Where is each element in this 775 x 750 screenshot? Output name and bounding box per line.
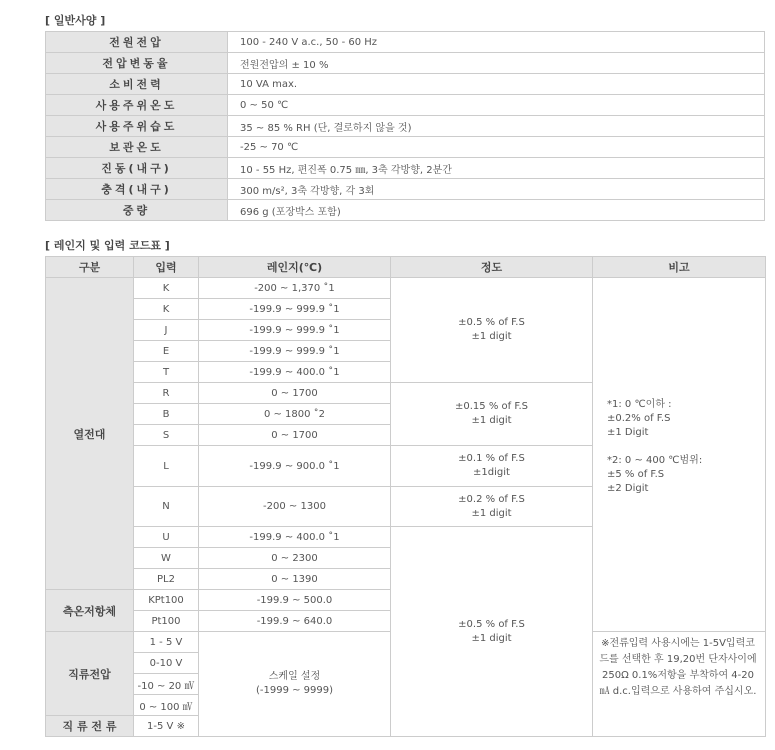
range-value: 0 ~ 2300 bbox=[199, 548, 391, 569]
group-dc-voltage: 직류전압 bbox=[46, 632, 134, 716]
header-input: 입력 bbox=[134, 257, 199, 278]
input-code: U bbox=[134, 527, 199, 548]
input-code: W bbox=[134, 548, 199, 569]
spec-value: 10 - 55 Hz, 편진폭 0.75 ㎜, 3축 각방향, 2분간 bbox=[228, 158, 765, 179]
accuracy-line: ±0.5 % of F.S bbox=[458, 618, 525, 630]
accuracy-line: ±1 digit bbox=[471, 632, 512, 644]
range-value: 0 ~ 1700 bbox=[199, 383, 391, 404]
input-code: R bbox=[134, 383, 199, 404]
spec-label: 사용주위습도 bbox=[46, 116, 228, 137]
table-row bbox=[46, 74, 765, 95]
range-code-title: [ 레인지 및 입력 코드표 ] bbox=[45, 239, 170, 252]
general-spec-title: [ 일반사양 ] bbox=[45, 14, 106, 27]
header-accuracy: 정도 bbox=[391, 257, 593, 278]
range-value: -199.9 ~ 999.9 ˚1 bbox=[199, 341, 391, 362]
input-code: T bbox=[134, 362, 199, 383]
accuracy-line: ±0.5 % of F.S bbox=[458, 317, 525, 328]
accuracy-cell bbox=[391, 383, 593, 446]
range-value: 0 ~ 1390 bbox=[199, 569, 391, 590]
input-code: S bbox=[134, 425, 199, 446]
accuracy-cell bbox=[391, 446, 593, 487]
range-value: -199.9 ~ 640.0 bbox=[199, 611, 391, 632]
remarks-cell bbox=[593, 632, 766, 737]
range-value: -199.9 ~ 900.0 ˚1 bbox=[199, 446, 391, 487]
scale-setting-line: (-1999 ~ 9999) bbox=[255, 685, 334, 696]
accuracy-line: ±0.1 % of F.S bbox=[458, 453, 525, 464]
spec-label: 전원전압 bbox=[46, 32, 228, 53]
range-value: -199.9 ~ 500.0 bbox=[199, 590, 391, 611]
spec-value: 35 ~ 85 % RH (단, 결로하지 않을 것) bbox=[228, 116, 765, 137]
remarks-note-2: ※전류입력 사용시에는 1-5V입력코드를 선택한 후 19,20번 단자사이에 250Ω 0.1%저항을 부착하여 4-20㎃ d.c.입력으로 사용하여 주십시오. bbox=[599, 638, 757, 697]
spec-value: 300 m/s², 3축 각방향, 각 3회 bbox=[228, 179, 765, 200]
input-code: B bbox=[134, 404, 199, 425]
range-value: -199.9 ~ 999.9 ˚1 bbox=[199, 299, 391, 320]
input-code: 1-5 V ※ bbox=[134, 716, 199, 737]
table-row bbox=[46, 200, 765, 221]
spec-value: 0 ~ 50 ℃ bbox=[228, 95, 765, 116]
input-code: 1 - 5 V bbox=[134, 632, 199, 653]
input-code: E bbox=[134, 341, 199, 362]
spec-label: 보관온도 bbox=[46, 137, 228, 158]
input-code: L bbox=[134, 446, 199, 487]
remarks-spacer bbox=[607, 440, 765, 454]
spec-label: 중량 bbox=[46, 200, 228, 221]
input-code: -10 ~ 20 ㎷ bbox=[134, 674, 199, 695]
table-row bbox=[46, 158, 765, 179]
spec-label: 전압변동율 bbox=[46, 53, 228, 74]
range-code-table bbox=[45, 256, 766, 737]
spec-label: 소비전력 bbox=[46, 74, 228, 95]
spec-value: 100 - 240 V a.c., 50 - 60 Hz bbox=[228, 32, 765, 53]
remarks-line: ±5 % of F.S bbox=[607, 469, 665, 480]
range-value: -199.9 ~ 400.0 ˚1 bbox=[199, 527, 391, 548]
table-header-row bbox=[46, 257, 766, 278]
general-spec-table bbox=[45, 31, 765, 221]
spec-value: 10 VA max. bbox=[228, 74, 765, 95]
scale-setting-cell bbox=[199, 632, 391, 737]
group-thermocouple: 열전대 bbox=[46, 278, 134, 590]
input-code: K bbox=[134, 278, 199, 299]
header-group: 구분 bbox=[46, 257, 134, 278]
group-rtd: 측온저항체 bbox=[46, 590, 134, 632]
accuracy-line: ±0.2 % of F.S bbox=[458, 493, 525, 505]
spec-value: 696 g (포장박스 포함) bbox=[228, 200, 765, 221]
accuracy-line: ±1digit bbox=[473, 467, 510, 478]
range-value: -199.9 ~ 400.0 ˚1 bbox=[199, 362, 391, 383]
table-row bbox=[46, 95, 765, 116]
accuracy-line: ±0.15 % of F.S bbox=[455, 401, 528, 412]
accuracy-cell bbox=[391, 487, 593, 527]
input-code: J bbox=[134, 320, 199, 341]
accuracy-line: ±1 digit bbox=[471, 415, 512, 426]
group-dc-current: 직 류 전 류 bbox=[46, 716, 134, 737]
accuracy-line: ±1 digit bbox=[471, 507, 512, 519]
scale-setting-line: 스케일 설정 bbox=[268, 671, 321, 682]
remarks-cell bbox=[593, 278, 766, 632]
remarks-line: *2: 0 ~ 400 ℃범위: bbox=[607, 455, 703, 466]
remarks-line: ±0.2% of F.S bbox=[607, 413, 671, 424]
input-code: K bbox=[134, 299, 199, 320]
accuracy-cell bbox=[391, 527, 593, 737]
input-code: KPt100 bbox=[134, 590, 199, 611]
input-code: PL2 bbox=[134, 569, 199, 590]
header-range: 레인지(℃) bbox=[199, 257, 391, 278]
remarks-note-1 bbox=[593, 278, 765, 496]
remarks-line: ±1 Digit bbox=[607, 427, 649, 438]
range-value: -199.9 ~ 999.9 ˚1 bbox=[199, 320, 391, 341]
input-code: 0-10 V bbox=[134, 653, 199, 674]
table-row bbox=[46, 137, 765, 158]
input-code: N bbox=[134, 487, 199, 527]
range-value: -200 ~ 1,370 ˚1 bbox=[199, 278, 391, 299]
table-row bbox=[46, 179, 765, 200]
accuracy-cell bbox=[391, 278, 593, 383]
table-row bbox=[46, 278, 766, 299]
spec-label: 충격(내구) bbox=[46, 179, 228, 200]
remarks-line: *1: 0 ℃이하 : bbox=[607, 399, 672, 410]
spec-label: 사용주위온도 bbox=[46, 95, 228, 116]
spec-label: 진동(내구) bbox=[46, 158, 228, 179]
input-code: Pt100 bbox=[134, 611, 199, 632]
spec-value: -25 ~ 70 ℃ bbox=[228, 137, 765, 158]
input-code: 0 ~ 100 ㎷ bbox=[134, 695, 199, 716]
spec-value: 전원전압의 ± 10 % bbox=[228, 53, 765, 74]
table-row bbox=[46, 32, 765, 53]
remarks-line: ±2 Digit bbox=[607, 483, 649, 494]
header-remarks: 비고 bbox=[593, 257, 766, 278]
range-value: 0 ~ 1700 bbox=[199, 425, 391, 446]
table-row bbox=[46, 116, 765, 137]
range-value: 0 ~ 1800 ˚2 bbox=[199, 404, 391, 425]
accuracy-line: ±1 digit bbox=[471, 331, 512, 342]
range-value: -200 ~ 1300 bbox=[199, 487, 391, 527]
table-row bbox=[46, 53, 765, 74]
